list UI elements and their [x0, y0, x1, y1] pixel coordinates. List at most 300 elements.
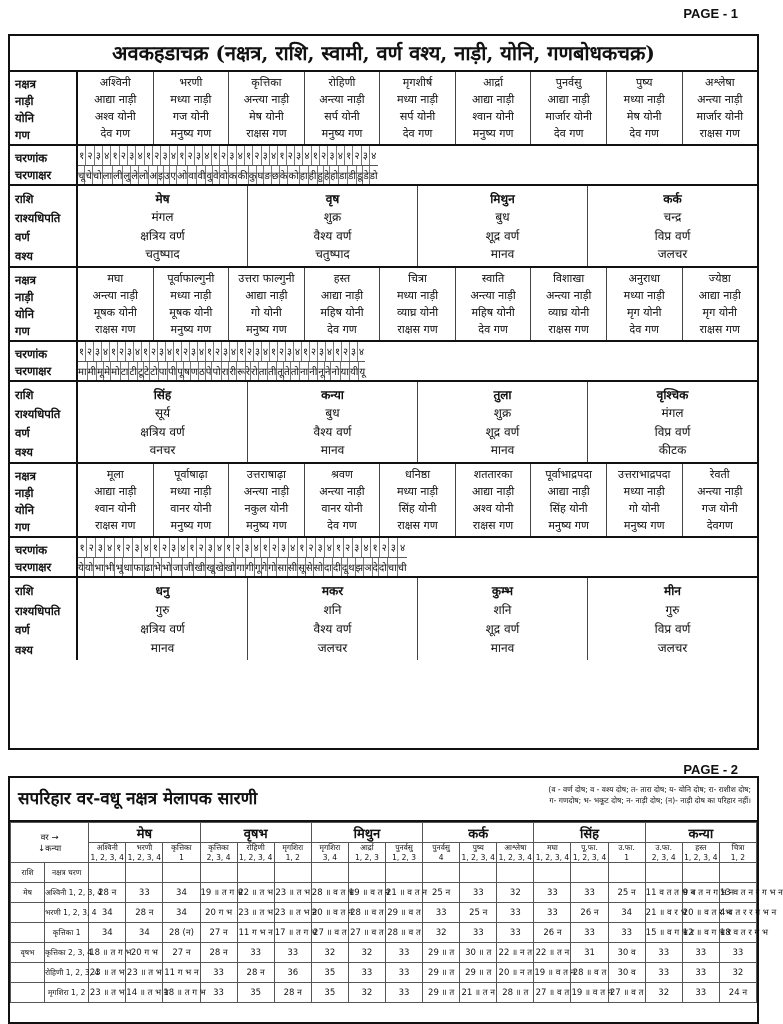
- charan-cell: २: [278, 342, 286, 361]
- charan-cell: ३: [389, 538, 398, 557]
- rashi-name: वृष: [325, 191, 340, 206]
- groom-nakshatra: [571, 843, 608, 863]
- score-cell: 21 ॥ व र भ: [645, 903, 682, 923]
- charan-cell: खू: [206, 558, 215, 577]
- groom-nakshatra: [163, 843, 200, 863]
- score-cell: 27 न: [200, 923, 237, 943]
- charan-cell: पे: [206, 362, 213, 381]
- nakshatra-yoni: व्याघ्र योनी: [396, 306, 439, 319]
- nakshatra-name: कृत्तिका: [251, 76, 282, 89]
- charan-cell: ४: [230, 342, 238, 361]
- charan-cell: १: [212, 146, 220, 165]
- nakshatra-nadi: अन्त्या नाड़ी: [243, 93, 290, 106]
- score-cell: 34: [89, 923, 126, 943]
- charan-cell: १: [110, 342, 118, 361]
- score-cell: 33: [534, 883, 571, 903]
- charan-cell: ४: [262, 342, 270, 361]
- charan-cell: गू: [255, 558, 262, 577]
- groom-rashi: मेष: [89, 823, 200, 843]
- rashi-grid: [10, 382, 757, 464]
- charan-cell: ४: [215, 538, 224, 557]
- charan-cell: ३: [316, 538, 325, 557]
- score-cell: 27 ॥ व त: [534, 983, 571, 1003]
- nakshatra-name: हस्त: [333, 272, 351, 285]
- groom-nakshatra: [385, 843, 422, 863]
- groom-nak-charan: 1, 2, 3, 4: [498, 853, 533, 862]
- table-row: [11, 923, 757, 943]
- score-cell: 32: [423, 923, 460, 943]
- bride-nakshatra: भरणी 1, 2, 3, 4: [45, 903, 89, 923]
- charan-cell: पो: [212, 362, 221, 381]
- score-cell: 33: [497, 903, 534, 923]
- nakshatra-cell: [683, 464, 758, 536]
- charan-cell: २: [87, 538, 96, 557]
- row-label: वर्ण: [15, 230, 30, 244]
- charan-cell: ४: [289, 538, 298, 557]
- kanya-label: ↓कन्या: [37, 843, 62, 854]
- charan-cell: १: [115, 538, 124, 557]
- page-2-label: PAGE - 2: [683, 762, 738, 777]
- nakshatra-nadi: आद्या नाड़ी: [94, 485, 137, 498]
- rashi-lord: शुक्र: [323, 210, 342, 225]
- charan-cell: ष: [184, 362, 191, 381]
- charan-cell: १: [345, 146, 353, 165]
- charan-cell: १: [270, 342, 278, 361]
- score-cell: 29 ॥ व त: [385, 903, 422, 923]
- nakshatra-name: आर्द्रा: [483, 76, 504, 89]
- charan-cell: ४: [270, 146, 278, 165]
- score-cell: 25 न: [460, 903, 497, 923]
- rashi-cell: [418, 186, 588, 266]
- score-cell: 23 ॥ त भ: [126, 963, 163, 983]
- rashi-vashya: मानव: [490, 641, 515, 655]
- charan-cell: १: [78, 146, 86, 165]
- nakshatra-gan: देव गण: [100, 127, 131, 140]
- charan-pad: [78, 146, 378, 184]
- nakshatra-gan: मनुष्य गण: [623, 519, 665, 532]
- nakshatra-name: पूर्वाभाद्रपदा: [545, 468, 592, 481]
- nakshatra-cells: [78, 72, 757, 144]
- nakshatra-nadi: अन्त्या नाड़ी: [470, 289, 516, 302]
- score-cell: 11 व त त भ न: [645, 883, 682, 903]
- groom-nak-name: पू.फा.: [581, 843, 598, 852]
- charan-cell: वी: [197, 166, 206, 185]
- charan-cell: वे: [213, 166, 220, 185]
- bride-nakshatra: मृगशिरा 1, 2: [45, 983, 89, 1003]
- row-label: राश्यधिपति: [15, 211, 61, 225]
- score-cell: 22 ॥ न त: [497, 943, 534, 963]
- score-cell: 33: [200, 983, 237, 1003]
- rashi-vashya: चतुष्पाद: [145, 247, 180, 262]
- nakshatra-yoni: मूषक योनी: [169, 306, 213, 319]
- charan-cell: ३: [190, 342, 198, 361]
- nakshatra-gan: मनुष्य गण: [548, 519, 589, 532]
- groom-nak-name: हस्त: [695, 843, 707, 852]
- bride-nakshatra: कृत्तिका 1: [45, 923, 89, 943]
- charan-grid: [10, 146, 757, 186]
- charan-cell: घ: [257, 166, 264, 185]
- score-cell: 29 ॥ त: [460, 963, 497, 983]
- bride-rashi: [11, 923, 45, 943]
- score-cell: 26 न: [534, 923, 571, 943]
- charan-cell: खी: [194, 558, 206, 577]
- header-row-sub: [11, 863, 757, 883]
- charan-cell: ३: [222, 342, 230, 361]
- rashi-vashya: चतुष्पाद: [315, 247, 350, 262]
- row-label: राशि: [15, 192, 34, 206]
- charan-cell: १: [312, 146, 320, 165]
- charan-cell: ४: [237, 146, 245, 165]
- nakshatra-name: श्रवण: [331, 468, 353, 481]
- table-row: [11, 883, 757, 903]
- charan-cell: ने: [325, 362, 332, 381]
- row-label: गण: [15, 128, 30, 142]
- charan-pad: [78, 538, 407, 576]
- rashi-cell: [248, 186, 418, 266]
- rashi-grid: [10, 578, 757, 660]
- score-cell: 17 ॥ त ग भ: [274, 923, 311, 943]
- rashi-varna: वैश्य वर्ण: [313, 228, 352, 243]
- rashi-vashya: मानव: [150, 641, 175, 655]
- score-cell: 33: [682, 983, 719, 1003]
- nakshatra-name: शततारका: [473, 468, 513, 481]
- blank-cell: [200, 863, 237, 883]
- nakshatra-gan: राक्षस गण: [397, 519, 438, 532]
- nakshatra-cell: [531, 72, 607, 144]
- charan-cell: सी: [288, 558, 298, 577]
- nakshatra-labels: [10, 72, 78, 144]
- charan-cell: ली: [113, 166, 123, 185]
- nakshatra-name: धनिष्ठा: [405, 468, 431, 481]
- blank-cell: [126, 863, 163, 883]
- rashi-lord: मंगल: [151, 210, 174, 225]
- score-cell: 32: [348, 983, 385, 1003]
- score-cell: 21 ॥ त न: [460, 983, 497, 1003]
- groom-nak-charan: 1, 2, 3, 4: [684, 853, 718, 862]
- nakshatra-name: पूर्वाषाढ़ा: [174, 468, 208, 481]
- nakshatra-name: रोहिणी: [328, 76, 356, 89]
- charan-cells: [78, 342, 757, 380]
- blank-cell: [423, 863, 460, 883]
- score-cell: 29 ॥ त: [423, 943, 460, 963]
- charan-cell: या: [341, 362, 350, 381]
- charan-cell: ३: [195, 146, 203, 165]
- score-cell: 28 (न): [163, 923, 200, 943]
- blank-cell: [497, 863, 534, 883]
- charan-cell: ४: [337, 146, 345, 165]
- rashi-vashya: मानव: [490, 443, 515, 458]
- nakshatra-yoni: सिंह योनी: [398, 502, 437, 515]
- charan-cell: १: [142, 342, 150, 361]
- nakshatra-nadi: अन्त्या नाड़ी: [697, 93, 743, 106]
- charan-cell: ठ: [199, 362, 206, 381]
- score-cell: 26 न: [571, 903, 608, 923]
- charan-cell: ए: [170, 166, 177, 185]
- legend-line-2: ग- गणदोष; भ- भकूट दोष; न- नाड़ी दोष; (न)- नाड़ी दोष का परिहार नहीं।: [549, 796, 751, 805]
- charan-cell: १: [78, 342, 86, 361]
- charan-cell: डी: [348, 166, 357, 185]
- charan-row: [78, 146, 378, 166]
- row-label: नाड़ी: [15, 486, 34, 500]
- nakshatra-nadi: आद्या नाड़ी: [94, 93, 137, 106]
- score-cell: 28 ॥ व त: [385, 923, 422, 943]
- charan-cell: जी: [183, 558, 194, 577]
- nakshatra-gan: मनुष्य गण: [246, 323, 287, 336]
- score-cell: 33: [534, 903, 571, 923]
- rashi-varna: शूद्र वर्ण: [485, 424, 520, 439]
- score-cell: 19 ॥ व त न: [534, 963, 571, 983]
- table-row: [11, 983, 757, 1003]
- rashi-lord: गुरु: [665, 603, 680, 617]
- charan-cell: २: [320, 146, 328, 165]
- nakshatra-gan: राक्षस गण: [699, 127, 740, 140]
- charan-cell: ३: [262, 146, 270, 165]
- score-cell: 28 ॥ व त: [348, 903, 385, 923]
- charan-cell: यो: [85, 558, 94, 577]
- nakshatra-cell: [305, 72, 381, 144]
- score-cell: 33: [460, 923, 497, 943]
- dosh-legend: [548, 784, 751, 806]
- row-label: चरणाक्षर: [15, 560, 52, 574]
- blank-cell: [534, 863, 571, 883]
- nakshatra-nadi: आद्या नाड़ी: [471, 485, 515, 498]
- melapak-table: [8, 776, 783, 1024]
- rashi-cell: [588, 578, 757, 660]
- nakshatra-nadi: आद्या नाड़ी: [245, 289, 288, 302]
- charan-cell: मे: [104, 362, 111, 381]
- charan-cell: ञ: [364, 558, 372, 577]
- nakshatra-gan: देव गण: [478, 323, 508, 336]
- charan-cell: ३: [206, 538, 215, 557]
- nakshatra-yoni: मृग योनी: [702, 306, 737, 319]
- nakshatra-yoni: श्वान योनी: [94, 502, 136, 515]
- groom-rashi: वृषभ: [200, 823, 311, 843]
- score-cell: 32: [497, 883, 534, 903]
- groom-nakshatra: [534, 843, 571, 863]
- score-cell: 11 ग भ न: [237, 923, 274, 943]
- nakshatra-yoni: मेष योनी: [249, 110, 284, 123]
- charan-cell: २: [353, 146, 361, 165]
- nakshatra-yoni: वानर योनी: [321, 502, 363, 515]
- groom-nakshatra: [311, 843, 348, 863]
- charan-cell: ३: [362, 146, 370, 165]
- groom-nak-name: रोहिणी: [246, 843, 265, 852]
- nakshatra-gan: मनुष्य गण: [321, 127, 363, 140]
- nakshatra-name: पुष्य: [635, 76, 653, 89]
- nakshatra-yoni: महिष योनी: [320, 306, 364, 319]
- charan-cell: डो: [369, 170, 378, 182]
- nakshatra-gan: देव गण: [327, 519, 357, 532]
- score-cell: 28 न: [237, 963, 274, 983]
- charan-cell: जा: [172, 558, 183, 577]
- groom-nakshatra: [645, 843, 682, 863]
- charan-cell: ३: [286, 342, 294, 361]
- row-label: वश्य: [15, 642, 33, 657]
- score-cell: 25 न: [423, 883, 460, 903]
- rashi-lord: शनि: [323, 603, 342, 617]
- charan-cell: हु: [318, 166, 324, 185]
- charan-cell: मो: [111, 362, 121, 381]
- score-cell: 23 ॥ त भ न: [274, 903, 311, 923]
- charan-cell: टो: [150, 362, 159, 381]
- charan-row: [78, 362, 365, 381]
- score-cell: 32: [645, 983, 682, 1003]
- groom-nakshatra: [497, 843, 534, 863]
- groom-nakshatra: [200, 843, 237, 863]
- groom-nakshatra: [608, 843, 645, 863]
- charan-cell: ३: [328, 146, 336, 165]
- charan-cell: पी: [168, 362, 177, 381]
- blank-cell: [719, 863, 756, 883]
- charan-cell: इ: [158, 166, 164, 185]
- charan-cell: २: [120, 146, 128, 165]
- charan-cell: री: [229, 362, 237, 381]
- nakshatra-cell: [154, 464, 230, 536]
- row-label: राशि: [15, 584, 34, 599]
- charan-cell: मू: [97, 362, 104, 381]
- charan-cell: १: [371, 538, 380, 557]
- nakshatra-name: रेवती: [709, 468, 730, 481]
- score-cell: 33: [348, 963, 385, 983]
- charan-cell: तू: [277, 362, 284, 381]
- nakshatra-cell: [305, 464, 381, 536]
- charan-cell: २: [118, 342, 126, 361]
- rashi-varna: वैश्य वर्ण: [313, 622, 352, 636]
- blank-cell: [163, 863, 200, 883]
- table-title: अवकहडाचक्र (नक्षत्र, राशि, स्वामी, वर्ण वश्य, नाड़ी, योनि, गणबोधकचक्र): [10, 36, 757, 72]
- nakshatra-yoni: महिष योनी: [471, 306, 515, 319]
- nakshatra-yoni: वानर योनी: [170, 502, 212, 515]
- score-cell: 33: [274, 943, 311, 963]
- rashi-vashya: जलचर: [657, 641, 688, 655]
- groom-nak-charan: 1, 2, 3, 4: [461, 853, 495, 862]
- charan-cell: ४: [170, 146, 178, 165]
- nakshatra-gan: देव गण: [553, 127, 584, 140]
- bride-rashi: वृषभ: [11, 943, 45, 963]
- row-label: योनि: [15, 111, 35, 125]
- charan-cell: २: [307, 538, 316, 557]
- score-cell: 23 ॥ त भ: [89, 983, 126, 1003]
- score-cell: 33: [645, 963, 682, 983]
- charan-cell: पा: [159, 362, 168, 381]
- nakshatra-name: विशाखा: [553, 272, 585, 285]
- table-row: [11, 903, 757, 923]
- charan-cell: १: [206, 342, 214, 361]
- rashi-name: मेष: [155, 191, 170, 206]
- charan-cell: टू: [138, 362, 144, 381]
- nakshatra-gan: मनुष्य गण: [170, 127, 212, 140]
- score-cell: 33: [608, 923, 645, 943]
- blank-cell: [311, 863, 348, 883]
- charan-labels: [10, 146, 78, 184]
- charan-cell: १: [225, 538, 234, 557]
- score-cell: 33: [385, 943, 422, 963]
- groom-nak-charan: 2, 3, 4: [206, 853, 231, 862]
- row-label: नाड़ी: [15, 290, 34, 304]
- bride-nakshatra: कृत्तिका 2, 3, 4: [45, 943, 89, 963]
- charan-cell: नू: [318, 362, 325, 381]
- charan-cell: ती: [268, 362, 277, 381]
- row-label: योनि: [15, 503, 35, 517]
- nakshatra-name: मघा: [107, 272, 124, 285]
- melapak-title: सपरिहार वर-वधू नक्षत्र मेलापक सारणी: [18, 789, 258, 809]
- groom-nakshatra: [237, 843, 274, 863]
- nakshatra-yoni: सर्प योनी: [399, 110, 436, 123]
- blank-cell: [385, 863, 422, 883]
- nakshatra-cell: [456, 268, 532, 340]
- nakshatra-yoni: गज योनी: [701, 502, 738, 515]
- nakshatra-gan: राक्षस गण: [95, 323, 136, 336]
- blank-cell: [460, 863, 497, 883]
- rashi-name: तुला: [493, 387, 512, 402]
- score-cell: 34: [126, 923, 163, 943]
- nakshatra-yoni: मूषक योनी: [93, 306, 137, 319]
- charan-cell: २: [287, 146, 295, 165]
- score-cell: 28 ॥ व त भ: [311, 883, 348, 903]
- charan-cell: चू: [78, 166, 85, 185]
- charan-cell: २: [86, 342, 94, 361]
- groom-nak-name: कृत्तिका: [171, 843, 192, 852]
- charan-cell: १: [298, 538, 307, 557]
- charan-cell: मा: [78, 362, 88, 381]
- score-cell: 19 ॥ व त न: [348, 883, 385, 903]
- rashi-name: धनु: [155, 584, 170, 598]
- score-cell: 28 ॥ त: [497, 983, 534, 1003]
- groom-rashi: कर्क: [423, 823, 534, 843]
- charan-cell: की: [237, 166, 248, 185]
- score-cell: 11 ग भ न: [163, 963, 200, 983]
- charan-cell: ४: [166, 342, 174, 361]
- nakshatra-nadi: मध्या नाड़ी: [170, 485, 212, 498]
- nakshatra-nadi: आद्या नाड़ी: [547, 93, 590, 106]
- charan-cell: हा: [300, 166, 309, 185]
- charan-cell: ४: [102, 342, 110, 361]
- charan-cell: खो: [225, 558, 237, 577]
- score-cell: 33: [682, 963, 719, 983]
- charan-cell: फा: [133, 558, 144, 577]
- groom-nak-charan: 1, 2: [730, 853, 746, 862]
- charan-cell: १: [334, 538, 343, 557]
- score-cell: 20 ग भ: [200, 903, 237, 923]
- groom-nakshatra: [719, 843, 756, 863]
- row-label: नाड़ी: [15, 94, 34, 108]
- score-cell: 12 ॥ व ग भ र: [682, 923, 719, 943]
- nakshatra-gan: राक्षस गण: [699, 323, 740, 336]
- nakshatra-cell: [380, 72, 456, 144]
- rashi-cell: [78, 382, 248, 462]
- rashi-lord: सूर्य: [154, 406, 171, 421]
- charan-cell: २: [160, 538, 169, 557]
- charan-cell: दा: [324, 558, 333, 577]
- groom-nak-charan: 1: [179, 853, 184, 862]
- charan-cell: तो: [291, 362, 300, 381]
- score-cell: 13 व त न र ग भ न: [719, 883, 756, 903]
- rashi-vashya: मानव: [320, 443, 345, 458]
- score-cell: 33: [645, 943, 682, 963]
- score-cell: 24 न: [719, 983, 756, 1003]
- score-cell: 14 ॥ त भ न: [126, 983, 163, 1003]
- charan-cell: रो: [251, 362, 259, 381]
- charan-cell: डे: [363, 166, 369, 185]
- charan-cell: १: [151, 538, 160, 557]
- charan-cell: १: [145, 146, 153, 165]
- groom-nakshatra: [423, 843, 460, 863]
- charan-cell: २: [234, 538, 243, 557]
- row-label: वश्य: [15, 249, 33, 263]
- rashi-name: वृश्चिक: [656, 387, 689, 402]
- charan-cell: १: [302, 342, 310, 361]
- groom-nak-charan: 1, 2, 3, 4: [238, 853, 273, 862]
